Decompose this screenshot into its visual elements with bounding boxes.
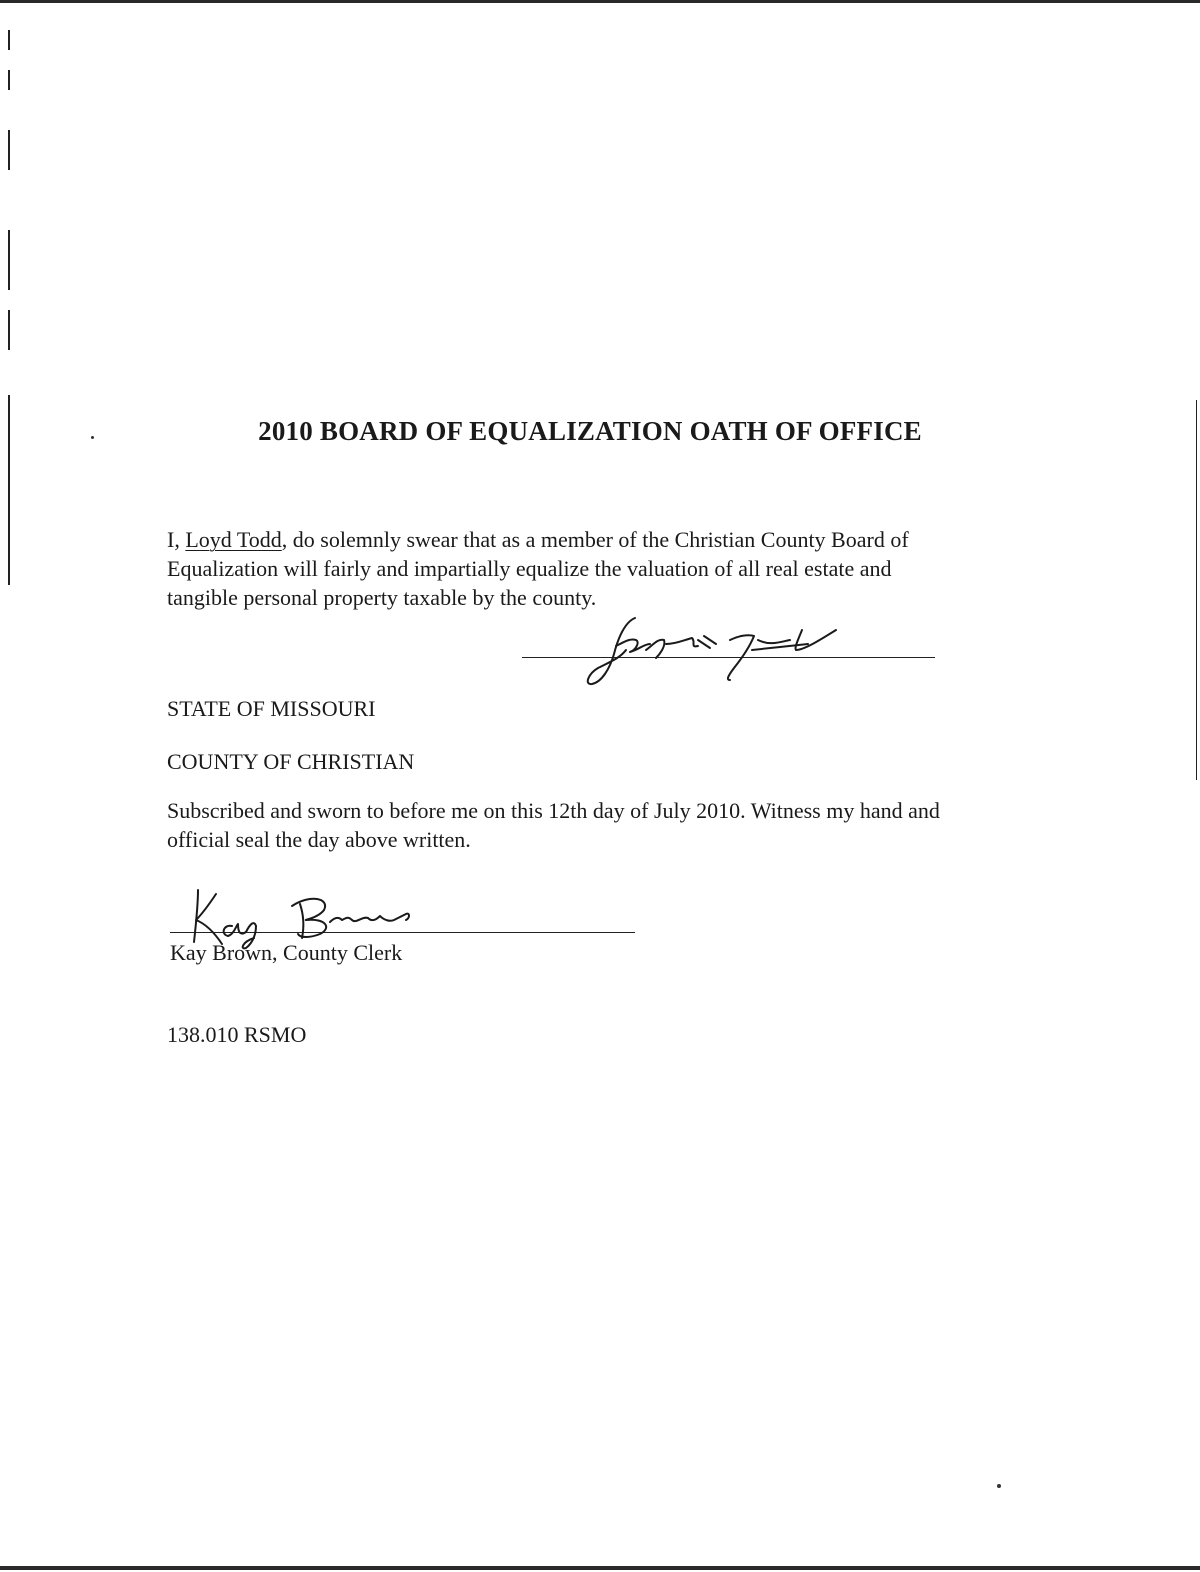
scan-edge-mark — [8, 310, 10, 350]
scan-edge-mark — [8, 395, 10, 585]
member-signature — [580, 610, 850, 690]
oath-line-3: tangible personal property taxable by the county. — [167, 585, 597, 610]
page-top-edge — [0, 0, 1200, 3]
subscribed-line-1: Subscribed and sworn to before me on this 12th day of July 2010. Witness my hand and — [167, 798, 940, 823]
page-bottom-edge — [0, 1566, 1200, 1570]
oath-line-2: Equalization will fairly and impartially equalize the valuation of all real estate and — [167, 556, 892, 581]
scan-speck — [91, 436, 94, 439]
subscribed-paragraph — [167, 796, 940, 854]
county-heading: COUNTY OF CHRISTIAN — [167, 749, 415, 774]
scan-edge-mark — [8, 70, 10, 90]
scan-edge-mark — [8, 230, 10, 290]
document-title: 2010 BOARD OF EQUALIZATION OATH OF OFFICE — [258, 416, 922, 446]
oath-line-1-rest: , do solemnly swear that as a member of the Christian County Board of — [281, 527, 909, 552]
oath-prefix: I, — [167, 527, 186, 552]
clerk-signature-label: Kay Brown, County Clerk — [170, 940, 403, 965]
scan-edge-mark — [8, 30, 10, 50]
state-heading: STATE OF MISSOURI — [167, 696, 376, 721]
scan-edge-mark — [1196, 400, 1197, 780]
scan-speck — [997, 1484, 1001, 1488]
member-name: Loyd Todd — [185, 527, 282, 552]
scan-edge-mark — [8, 130, 10, 170]
oath-line-1 — [167, 525, 1027, 554]
statute-reference: 138.010 RSMO — [167, 1022, 307, 1047]
oath-paragraph — [167, 525, 1027, 612]
subscribed-line-2: official seal the day above written. — [167, 827, 471, 852]
